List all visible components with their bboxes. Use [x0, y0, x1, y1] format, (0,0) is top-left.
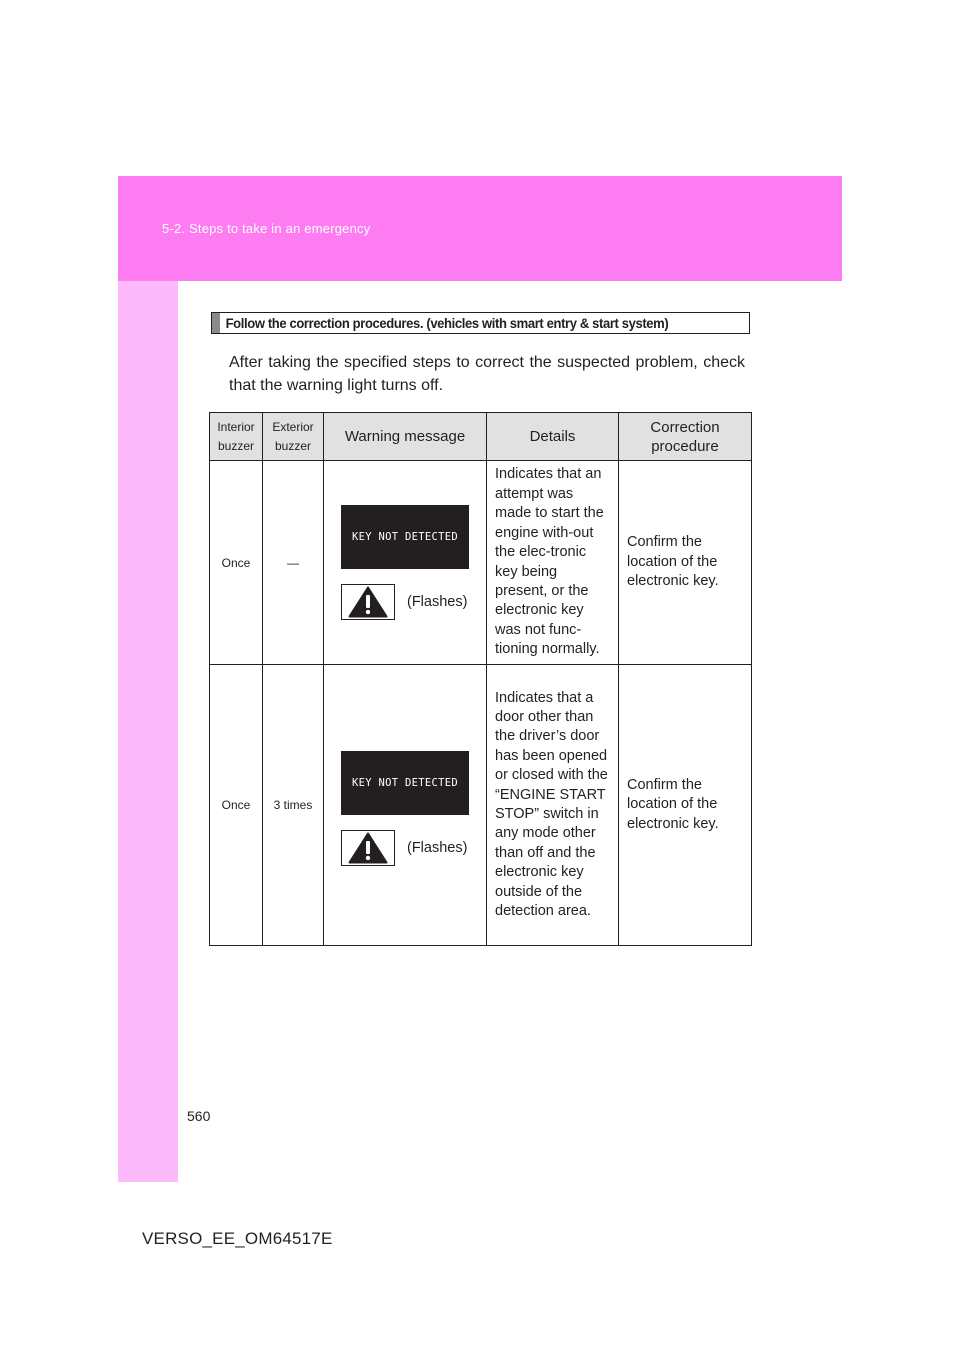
exterior-cell: 3 times: [263, 665, 324, 946]
header-exterior-line2: buzzer: [274, 438, 312, 453]
header-interior-line1: Interior: [217, 419, 255, 434]
intro-paragraph: After taking the specified steps to correct the suspected problem, check that the warning light turns off.: [229, 354, 745, 394]
correction-cell: Confirm the location of the electronic key.: [619, 665, 752, 946]
header-exterior-line1: Exterior: [272, 419, 314, 434]
side-tab-strip: [118, 281, 178, 1182]
table-row: [210, 665, 752, 946]
correction-cell: Confirm the location of the electronic key.: [619, 461, 752, 665]
heading-marker: [212, 313, 220, 333]
table-header-row: [210, 413, 752, 461]
header-interior-buzzer: [210, 413, 263, 461]
warning-message-cell: [324, 461, 487, 665]
section-heading: [211, 312, 750, 334]
header-exterior-buzzer: [263, 413, 324, 461]
table-row: [210, 461, 752, 665]
breadcrumb: 5-2. Steps to take in an emergency: [162, 221, 371, 236]
warning-light-box: [341, 830, 395, 866]
header-interior-line2: buzzer: [217, 438, 255, 453]
warning-light-box: [341, 584, 395, 620]
flashes-note: (Flashes): [407, 594, 468, 610]
header-correction-line1: Correction: [650, 418, 720, 436]
exclamation-triangle-icon: [348, 586, 388, 618]
header-details: Details: [487, 413, 619, 461]
page-number: 560: [187, 1108, 211, 1124]
display-screen: [341, 751, 469, 815]
flashes-note: (Flashes): [407, 840, 468, 856]
document-code: VERSO_EE_OM64517E: [142, 1229, 333, 1248]
header-correction: [619, 413, 752, 461]
details-cell: Indicates that a door other than the driver’s door has been opened or closed with the “ENGINE START STOP” switch in any mode other than off and the electronic key outside of the detection area.: [487, 665, 619, 946]
display-text: KEY NOT DETECTED: [352, 777, 458, 789]
display-screen: [341, 505, 469, 569]
display-text: KEY NOT DETECTED: [352, 531, 458, 543]
interior-cell: Once: [210, 461, 263, 665]
interior-cell: Once: [210, 665, 263, 946]
exclamation-triangle-icon: [348, 832, 388, 864]
exterior-cell: —: [263, 461, 324, 665]
warning-table: [209, 412, 752, 946]
header-correction-line2: procedure: [651, 437, 719, 455]
header-warning-message: Warning message: [324, 413, 487, 461]
details-cell: Indicates that an attempt was made to start the engine with-out the elec-tronic key being present, or the electronic key was not func-tioning normally.: [487, 461, 619, 665]
warning-message-cell: [324, 665, 487, 946]
section-heading-text: Follow the correction procedures. (vehicles with smart entry & start system): [225, 315, 669, 331]
